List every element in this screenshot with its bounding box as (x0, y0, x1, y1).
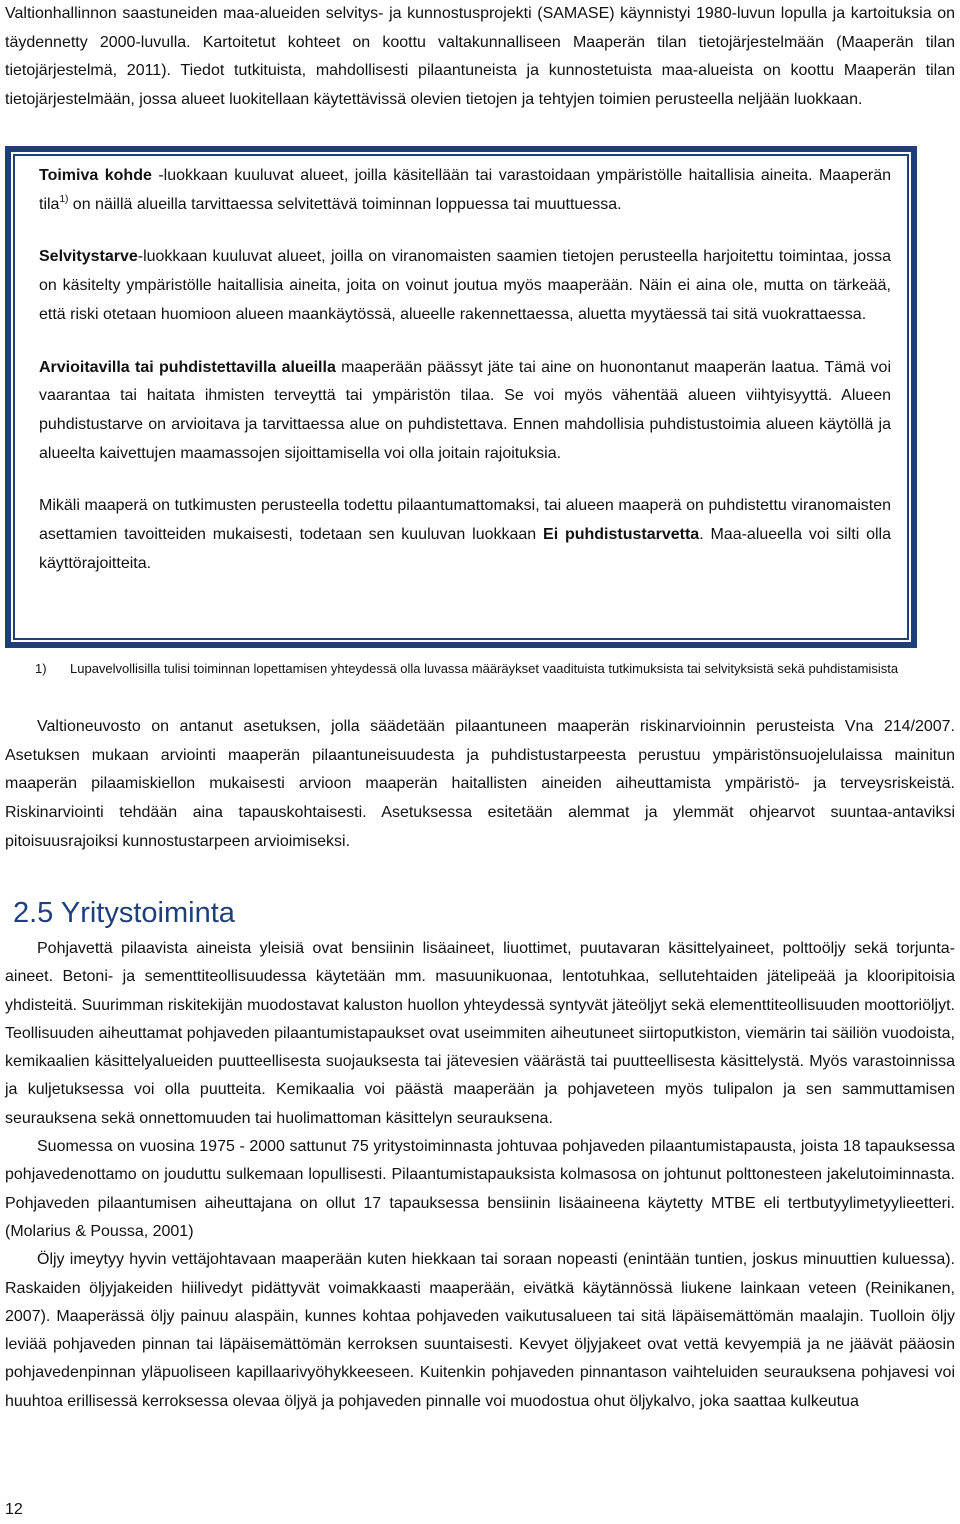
section-body (5, 935, 955, 1416)
regulation-paragraph: Valtioneuvosto on antanut asetuksen, jolla säädetään pilaantuneen maaperän riskinarvioinnin perusteista Vna 214/2007. Asetuksen mukaan arviointi maaperän pilaantuneisuudesta ja puhdistustarpeesta perustuu ympäristönsuojelulaissa mainitun maaperän pilaamiskiellon mukaisesti arvioon maaperän haitallisten aineiden aiheuttamista ympäristö- ja terveysriskeistä. Riskinarviointi tehdään aina tapauskohtaisesti. Asetuksessa esitetään alemmat ja ylemmät ohjearvot suuntaa-antaviksi pitoisuusrajoiksi kunnostustarpeen arvioimiseksi. (5, 718, 955, 850)
section-heading: 2.5 Yritystoiminta (13, 897, 235, 929)
class-assess-clean-text: maaperään päässyt jäte tai aine on huonontanut maaperän laatua. Tämä voi vaarantaa tai haitata ihmisten terveyttä tai ympäristön tilaa. Se voi myös vähentää alueen viihtyisyyttä. Alueen puhdistustarve on arvioitava ja tarvittaessa alue on puhdistettava. Ennen mahdollisia puhdistustoimia alueen käytöllä ja alueelta kaivettujen maamassojen sijoittamisella voi olla joitain rajoituksia. (39, 358, 892, 462)
class-term-active-site: Toimiva kohde (39, 167, 152, 184)
section-paragraph-3: Öljy imeytyy hyvin vettäjohtavaan maaperään kuten hiekkaan tai soraan nopeasti (enintään tuntien, joskus minuuttien kuluessa). Raskaiden öljyjakeiden hiilivedyt pidättyvät voimakkaasti maaperään, eivätkä käytännössä liukene lainkaan veteen (Reinikanen, 2007). Maaperässä öljy painuu alaspäin, kunnes kohtaa pohjaveden vaikutusalueen tai sitä läpäisemättömän maalajin. Tuolloin öljy leviää pohjaveden pinnan tai läpäisemättömän kerroksen suuntaisesti. Kevyet öljyjakeet ovat vettä kevyempiä ja ne jäävät pääosin pohjavedenpinnan yläpuoliseen kapillaarivyöhykkeeseen. Kuitenkin pohjaveden pinnantason vaihteluiden seurauksena pohjavesi voi huuhtoa erillisessä kerroksessa olevaa öljyä ja pohjaveden pinnalle voi muodostua ohut öljykalvo, joka saattaa kulkeutua (5, 1251, 955, 1410)
class-investigation-needed-text: -luokkaan kuuluvat alueet, joilla on viranomaisten saamien tietojen perusteella harjoitettu toimintaa, jossa on käsitelty ympäristölle haitallisia aineita, joita on voinut joutua myös maaperään. Näin ei aina ole, mutta on tärkeää, että riski otetaan huomioon alueen maankäytössä, alueelle rakennettaessa, aluetta myytäessä tai sitä vuokrattaessa. (39, 248, 891, 323)
class-no-cleaning-text-a: Mikäli maaperä on tutkimusten perusteella todettu pilaantumattomaksi, tai alueen maaperä on puhdistettu viranomaisten asettamien tavoitteiden mukaisesti, todetaan sen kuuluvan luokkaan (39, 497, 891, 544)
intro-paragraph: Valtionhallinnon saastuneiden maa-alueiden selvitys- ja kunnostusprojekti (SAMASE) käynnistyi 1980-luvun lopulla ja kartoituksia on täydennetty 2000-luvulla. Kartoitetut kohteet on koottu valtakunnalliseen Maaperän tilan tietojärjestelmään (Maaperän tilan tietojärjestelmä, 2011). Tiedot tutkituista, mahdollisesti pilaantuneista ja kunnostetuista maa-alueista on koottu Maaperän tilan tietojärjestelmään, jossa alueet luokitellaan käytettävissä olevien tietojen ja tehtyjen toimien perusteella neljään luokkaan. (5, 5, 955, 109)
class-term-no-cleaning: Ei puhdistustarvetta (543, 526, 700, 544)
section-paragraph-1: Pohjavettä pilaavista aineista yleisiä ovat bensiinin lisäaineet, liuottimet, puutavaran käsittelyaineet, polttoöljy sekä torjunta-aineet. Betoni- ja sementtiteollisuudessa käytetään mm. masuunikuonaa, lentotuhkaa, sellutehtaiden jätelipeää ja klooripitoisia yhdisteitä. Suurimman riskitekijän muodostavat kaluston huollon yhteydessä syntyvät jäteöljyt sekä elementtiteollisuuden moottoriöljyt. Teollisuuden aiheuttamat pohjaveden pilaantumistapaukset ovat useimmiten aiheutuneet siirtoputkiston, viemärin tai säiliön vuodoista, kemikaalien käsittelyalueiden puutteellisesta suojauksesta tai jätevesien väärästä tai puutteellisesta käsittelystä. Myös varastoinnissa ja kuljetuksessa voi olla puutteita. Kemikaalia voi päästä maaperään ja pohjaveteen myös tulipalon ja sen sammuttamisen seurauksena sekä onnettomuuden tai huolimattoman käsittelyn seurauksena. (5, 940, 955, 1127)
section-paragraph-2: Suomessa on vuosina 1975 - 2000 sattunut 75 yritystoiminnasta johtuvaa pohjaveden pilaantumistapausta, joista 18 tapauksessa pohjavedenottamo on jouduttu sulkemaan lopullisesti. Pilaantumistapauksista kolmasosa on johtunut polttonesteen jakelutoiminnasta. Pohjaveden pilaantumisen aiheuttajana on ollut 17 tapauksessa bensiinin lisäaineena käytetty MTBE eli tertbutyylimetyylieetteri. (Molarius & Poussa, 2001) (5, 1138, 955, 1240)
page-number: 12 (5, 1501, 23, 1518)
footnote (35, 655, 955, 683)
footnote-text: Lupavelvollisilla tulisi toiminnan lopettamisen yhteydessä olla luvassa määräykset vaadituista tutkimuksista tai selvityksistä sekä puhdistamisista (70, 661, 899, 676)
class-active-site-text-a: -luokkaan kuuluvat alueet, joilla käsitellään tai varastoidaan ympäristölle haitallisia aineita. Maaperän tila (39, 167, 891, 213)
class-no-cleaning-paragraph (39, 492, 891, 578)
classification-box (5, 146, 917, 648)
class-active-site-text-b: on näillä alueilla tarvittaessa selvitettävä toiminnan loppuessa tai muuttuessa. (68, 195, 622, 213)
class-no-cleaning-text-b: . Maa-alueella voi silti olla käyttörajoitteita. (39, 526, 891, 572)
classification-box-content (39, 162, 891, 578)
class-term-investigation-needed: Selvitystarve (39, 248, 138, 266)
footnote-number: 1) (35, 661, 47, 676)
class-investigation-needed-paragraph (39, 243, 891, 329)
class-term-assess-clean: Arvioitavilla tai puhdistettavilla alueilla (39, 358, 336, 376)
footnote-ref: 1) (59, 193, 69, 205)
class-assess-clean-paragraph (39, 354, 891, 469)
class-active-site-paragraph (39, 162, 891, 219)
